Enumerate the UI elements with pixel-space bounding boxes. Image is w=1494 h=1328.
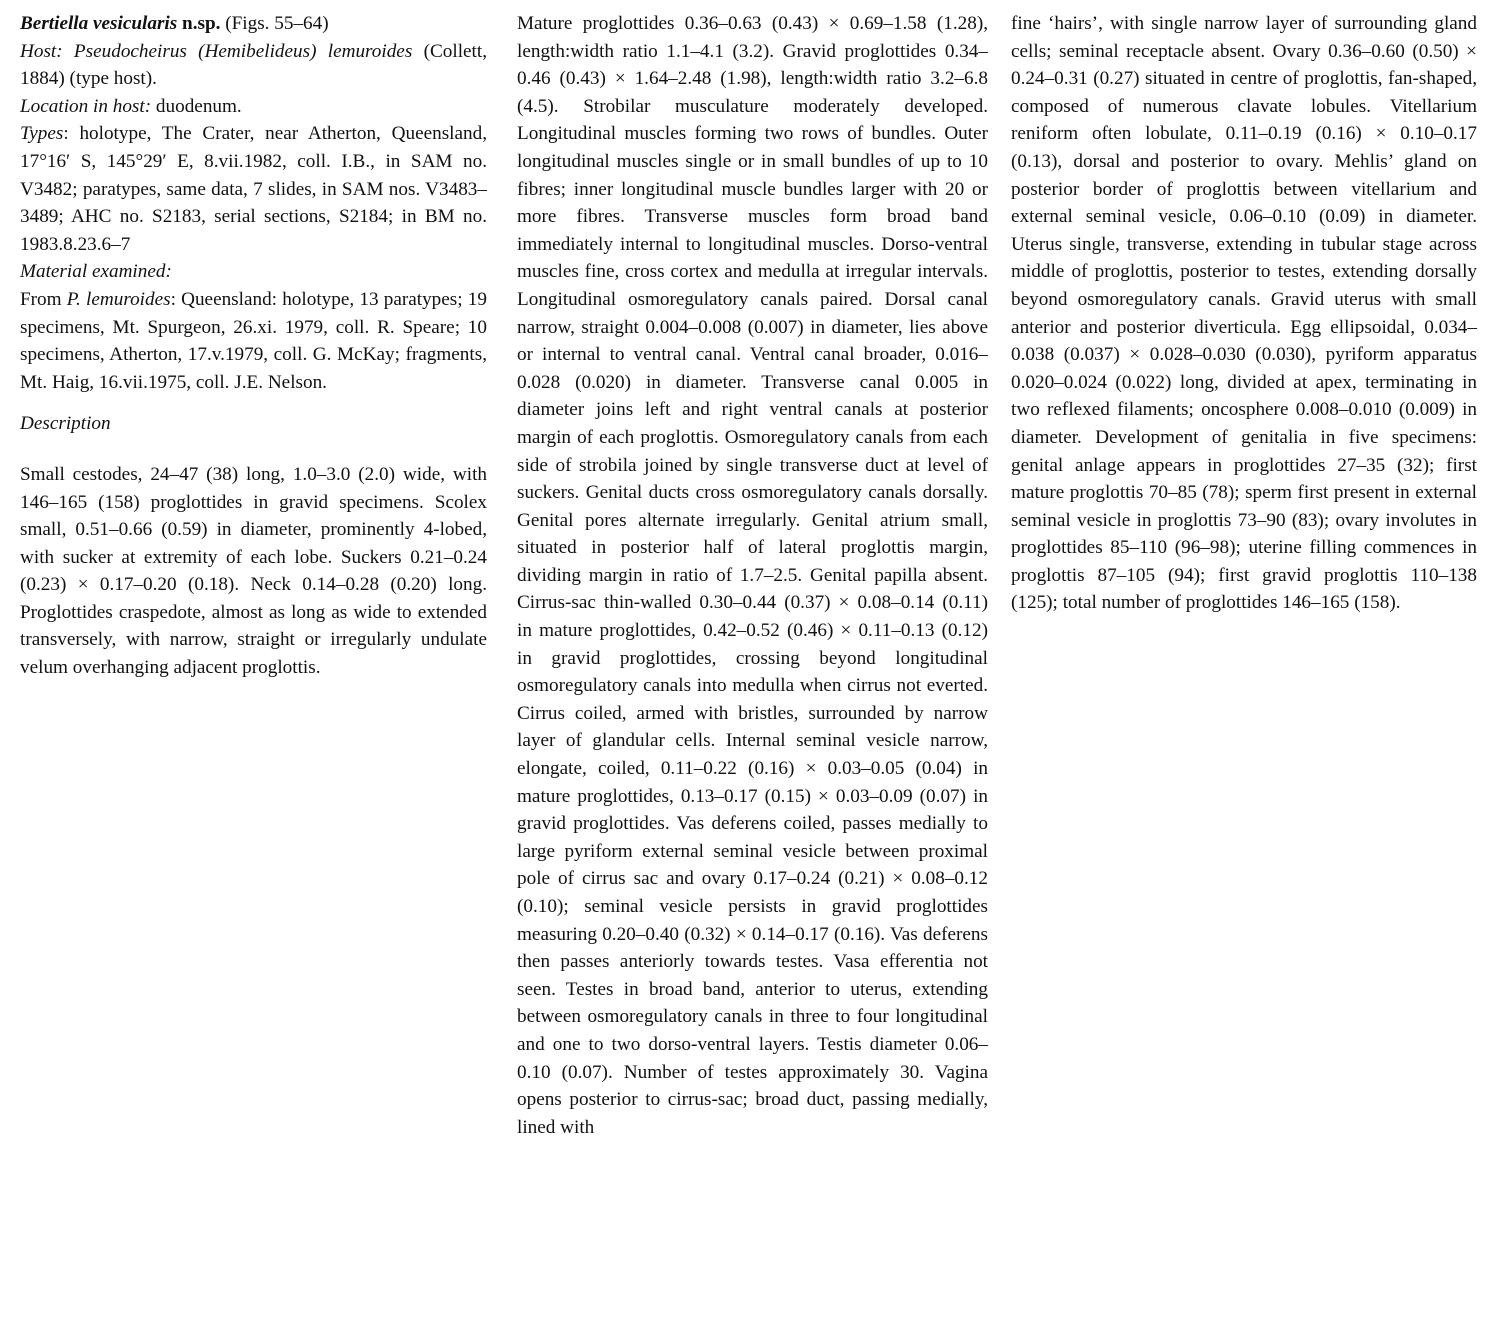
types-label: Types — [20, 123, 64, 145]
material-text: : Queensland: holotype, 13 paratypes; 19 specimens, Mt. Spurgeon, 26.xi. 1979, coll. R. Speare; 10 specimens, Atherton, 17.v.1979, coll. G. McKay; fragments, Mt. Haig, 16.vii.1975, coll. J.E. Nelson. — [20, 288, 487, 393]
host-name: Pseudocheirus (Hemibelideus) lemuroides — [62, 40, 413, 62]
column-middle — [517, 10, 988, 1141]
column-right — [1011, 10, 1477, 617]
types-text: : holotype, The Crater, near Atherton, Queensland, 17°16′ S, 145°29′ E, 8.vii.1982, coll. I.B., in SAM no. V3482; paratypes, same data, 7 slides, in SAM nos. V3483–3489; AHC no. S2183, serial sections, S2184; in BM no. 1983.8.23.6–7 — [20, 123, 487, 255]
location-label: Location in host: — [20, 95, 152, 117]
material-from: From — [20, 288, 67, 310]
species-name: Bertiella vesicularis — [20, 13, 178, 34]
host-label: Host: — [20, 40, 63, 62]
material-label-line — [20, 258, 487, 286]
location-line — [20, 93, 487, 121]
host-rest: (Collett, 1884) (type host). — [20, 40, 487, 90]
material-paragraph — [20, 286, 487, 396]
figure-reference: (Figs. 55–64) — [220, 13, 329, 34]
species-suffix: n.sp. — [177, 13, 221, 34]
host-line — [20, 38, 487, 93]
description-continued: Mature proglottides 0.36–0.63 (0.43) × 0.69–1.58 (1.28), length:width ratio 1.1–4.1 (3.2). Gravid proglottides 0.34–0.46 (0.43) × 1.64–2.48 (1.98), length:width ratio 3.2–6.8 (4.5). Strobilar musculature moderately developed. Longitudinal muscles forming two rows of bundles. Outer longitudinal muscles single or in small bundles of up to 10 fibres; inner longitudinal muscle bundles larger with 20 or more fibres. Transverse muscles form broad band immediately internal to longitudinal muscles. Dorso-ventral muscles fine, cross cortex and medulla at irregular intervals. Longitudinal osmoregulatory canals paired. Dorsal canal narrow, straight 0.004–0.008 (0.007) in diameter, lies above or internal to ventral canal. Ventral canal broader, 0.016–0.028 (0.020) in diameter. Transverse canal 0.005 in diameter joins left and right ventral canals at posterior margin of each proglottis. Osmoregulatory canals from each side of strobila joined by single transverse duct at level of suckers. Genital ducts cross osmoregulatory canals dorsally. Genital pores alternate irregularly. Genital atrium small, situated in posterior half of lateral proglottis margin, dividing margin in ratio of 1.7–2.5. Genital papilla absent. Cirrus-sac thin-walled 0.30–0.44 (0.37) × 0.08–0.14 (0.11) in mature proglottides, 0.42–0.52 (0.46) × 0.11–0.13 (0.12) in gravid proglottides, crossing beyond longitudinal osmoregulatory canals into medulla when cirrus not everted. Cirrus coiled, armed with bristles, surrounded by narrow layer of glandular cells. Internal seminal vesicle narrow, elongate, coiled, 0.11–0.22 (0.16) × 0.03–0.05 (0.04) in mature proglottides, 0.13–0.17 (0.15) × 0.03–0.09 (0.07) in gravid proglottides. Vas deferens coiled, passes medially to large pyriform external seminal vesicle between proximal pole of cirrus sac and ovary 0.17–0.24 (0.21) × 0.08–0.12 (0.10); seminal vesicle persists in gravid proglottides measuring 0.20–0.40 (0.32) × 0.14–0.17 (0.16). Vas deferens then passes anteriorly towards testes. Vasa efferentia not seen. Testes in broad band, anterior to uterus, extending between osmoregulatory canals in three to four longitudinal and one to two dorso-ventral layers. Testis diameter 0.06–0.10 (0.07). Number of testes approximately 30. Vagina opens posterior to cirrus-sac; broad duct, passing medially, lined with — [517, 13, 988, 1138]
description-paragraph: Small cestodes, 24–47 (38) long, 1.0–3.0 (2.0) wide, with 146–165 (158) proglottides in gravid specimens. Scolex small, 0.51–0.66 (0.59) in diameter, prominently 4-lobed, with sucker at extremity of each lobe. Suckers 0.21–0.24 (0.23) × 0.17–0.20 (0.18). Neck 0.14–0.28 (0.20) long. Proglottides craspedote, almost as long as wide to extended transversely, with narrow, straight or irregularly undulate velum overhanging adjacent proglottis. — [20, 463, 487, 679]
material-species: P. lemuroides — [66, 288, 171, 310]
types-paragraph — [20, 120, 487, 258]
species-title — [20, 10, 487, 38]
material-label: Material examined: — [20, 261, 172, 283]
location-text: duodenum. — [151, 95, 242, 117]
description-heading: Description — [20, 413, 111, 435]
column-left — [20, 10, 487, 682]
description-continued-right: fine ‘hairs’, with single narrow layer of surrounding gland cells; seminal receptacle absent. Ovary 0.36–0.60 (0.50) × 0.24–0.31 (0.27) situated in centre of proglottis, fan-shaped, composed of numerous clavate lobules. Vitellarium reniform often lobulate, 0.11–0.19 (0.16) × 0.10–0.17 (0.13), dorsal and posterior to ovary. Mehlis’ gland on posterior border of proglottis between vitellarium and external seminal vesicle, 0.06–0.10 (0.09) in diameter. Uterus single, transverse, extending in tubular stage across middle of proglottis, posterior to testes, extending dorsally beyond osmoregulatory canals. Gravid uterus with small anterior and posterior diverticula. Egg ellipsoidal, 0.034–0.038 (0.037) × 0.028–0.030 (0.030), pyriform apparatus 0.020–0.024 (0.022) long, divided at apex, terminating in two reflexed filaments; oncosphere 0.008–0.010 (0.009) in diameter. Development of genitalia in five specimens: genital anlage appears in proglottides 27–35 (32); first mature proglottis 70–85 (78); sperm first present in external seminal vesicle in proglottis 73–90 (83); ovary involutes in proglottides 85–110 (96–98); uterine filling commences in proglottis 87–105 (94); first gravid proglottis 110–138 (125); total number of proglottides 146–165 (158). — [1011, 13, 1477, 614]
